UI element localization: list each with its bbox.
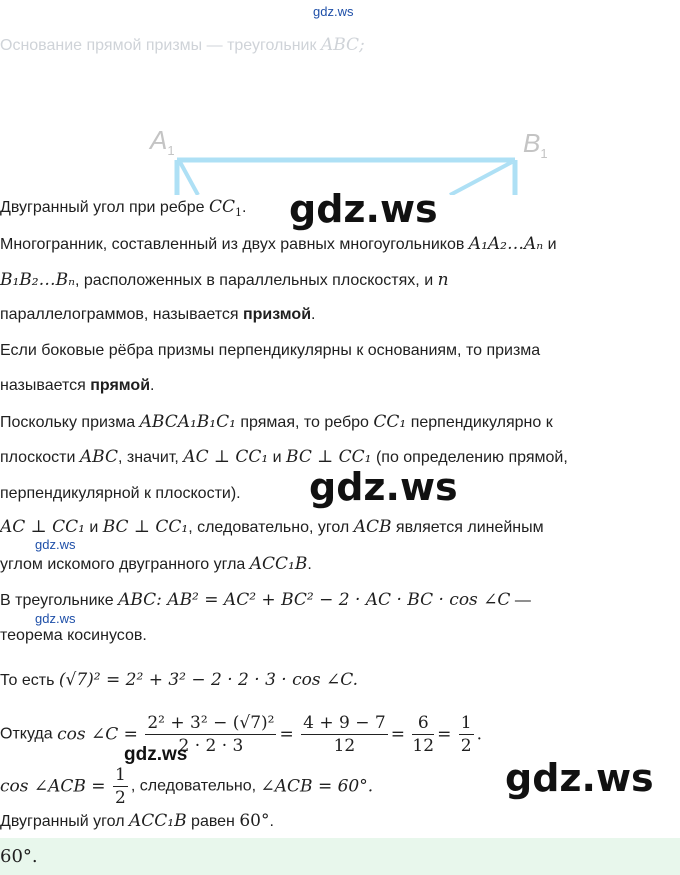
edge-a1-diag [180, 162, 198, 195]
edge-b1-diag [450, 162, 512, 195]
prism-figure [140, 120, 580, 195]
line-12: В треугольнике ABC: AB² = AC² + BC² − 2 · AC · BC · cos ∠C — [0, 590, 531, 610]
watermark-small-1: gdz.ws [35, 537, 76, 552]
line-10: AC ⊥ CC₁ и BC ⊥ CC₁, следовательно, угол ACB является линейным [0, 517, 544, 537]
line-8: плоскости ABC, значит, AC ⊥ CC₁ и BC ⊥ CC₁ (по определению прямой, [0, 447, 568, 467]
fraction-1: $\frac{\text{2² + 3² − (√7)²}}{2 \cdot 2 \cdot 3}$ [147, 713, 275, 756]
fraction-4: $\frac{1}{2}$ [460, 713, 472, 756]
line-4: параллелограммов, называется призмой. [0, 306, 316, 323]
line-15: Откуда cos ∠C = $\frac{\text{2² + 3² − (√7)²}}{2 \cdot 2 \cdot 3}$ = $\frac{4 + 9 - 7}{12}$ = $\frac{6}{12}$ = $\frac{1}{2}$ . [0, 713, 482, 756]
line-13: теорема косинусов. [0, 627, 147, 644]
line-1: Двугранный угол при ребре $CC_1$. [0, 197, 247, 220]
intro-text: Основание прямой призмы — треугольник [0, 37, 321, 54]
line-7: Поскольку призма ABCA₁B₁C₁ прямая, то ребро CC₁ перпендикулярно к [0, 412, 553, 432]
fraction-5: $\frac{1}{2}$ [115, 765, 126, 808]
line-11: углом искомого двугранного угла ACC₁B. [0, 554, 312, 574]
line-17: Двугранный угол ACC₁B равен 60°. [0, 811, 274, 831]
watermark-big-3: gdz.ws [505, 756, 654, 800]
line-5: Если боковые рёбра призмы перпендикулярны к основаниям, то призма [0, 342, 541, 359]
line-3: B₁B₂…Bₙ, расположенных в параллельных плоскостях, и n [0, 270, 449, 290]
label-b1: $B_1$ [523, 128, 548, 162]
watermark-top: gdz.ws [313, 4, 354, 19]
watermark-big-1: gdz.ws [289, 187, 438, 231]
intro-line [0, 35, 365, 55]
label-a1: $A_1$ [150, 125, 175, 159]
line-14: То есть (√7)² = 2² + 3² − 2 · 2 · 3 · cos ∠C. [0, 670, 359, 690]
watermark-big-2: gdz.ws [309, 465, 458, 509]
fraction-3: $\frac{6}{12}$ [412, 713, 435, 756]
answer-bar [0, 838, 680, 875]
watermark-small-2: gdz.ws [35, 611, 76, 626]
line-2: Многогранник, составленный из двух равных многоугольников A₁A₂…Aₙ и [0, 234, 557, 254]
watermark-mid: gdz.ws [124, 744, 188, 765]
line-16: cos ∠ACB = $\frac{1}{2}$ , следовательно, ∠ACB = 60°. [0, 765, 374, 808]
answer-value: 60°. [0, 846, 38, 867]
line-6: называется прямой. [0, 377, 155, 394]
intro-math: ABC; [320, 35, 365, 55]
line-9: перпендикулярной к плоскости). [0, 485, 241, 502]
fraction-2: $\frac{4 + 9 - 7}{12}$ [303, 713, 386, 756]
